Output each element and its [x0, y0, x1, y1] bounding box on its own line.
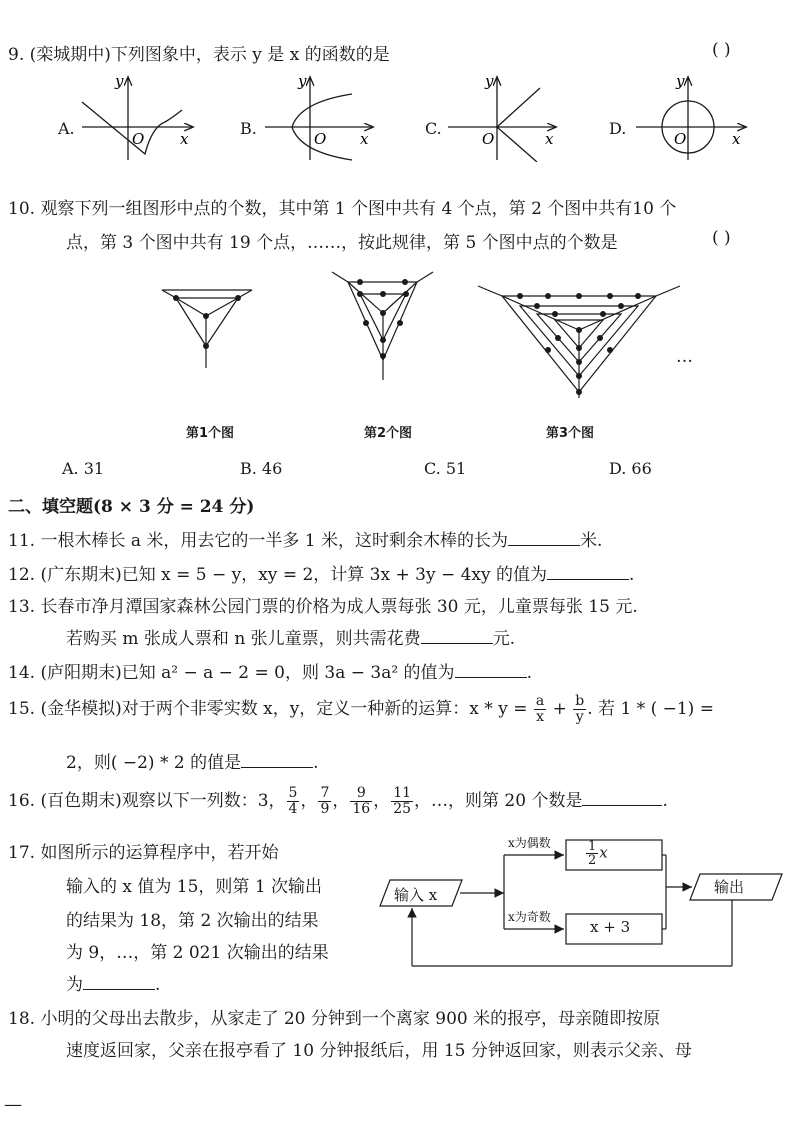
q16-frac-1: $\frac{5}{4}$: [288, 785, 298, 817]
q17-blank: [83, 975, 155, 990]
q10-figures: [0, 268, 794, 418]
section-title: 二、填空题(8 × 3 分 = 24 分): [8, 497, 255, 517]
q14-text: 14. (庐阳期末)已知 a² − a − 2 = 0，则 3a − 3a² 的值为: [8, 663, 455, 683]
q9-graphs: [0, 72, 794, 162]
graph-c-y: y: [485, 72, 494, 90]
graph-a-x: x: [180, 130, 189, 148]
q17-flowchart: [370, 830, 790, 980]
q9-option-b: B.: [240, 119, 257, 138]
q9-option-a: A.: [58, 119, 75, 138]
graph-a-o: O: [132, 130, 145, 148]
q11-blank: [508, 531, 580, 546]
q17-last: 为: [66, 975, 83, 995]
q13-blank: [421, 629, 493, 644]
q10-line1: 10. 观察下列一组图形中点的个数，其中第 1 个图中共有 4 个点，第 2 个图中共有10 个: [8, 199, 677, 219]
q13-tail: 元.: [492, 629, 516, 649]
q11-tail: 米.: [580, 531, 603, 551]
flow-output-label: 输出: [714, 878, 745, 896]
graph-d-o: O: [674, 130, 687, 148]
q14-blank: [455, 663, 527, 678]
graph-b-o: O: [314, 130, 327, 148]
q14-tail: .: [526, 663, 532, 683]
q15-text: 15. (金华模拟)对于两个非零实数 x，y，定义一种新的运算：x * y =: [8, 699, 528, 719]
q15-plus: +: [552, 699, 567, 719]
q18-line2: 速度返回家，父亲在报亭看了 10 分钟报纸后，用 15 分钟返回家，则表示父亲、母: [66, 1041, 692, 1061]
q10-line2: 点，第 3 个图中共有 19 个点，……，按此规律，第 5 个图中点的个数是: [66, 233, 618, 253]
q12-blank: [547, 565, 629, 580]
q16-frac-4: $\frac{11}{25}$: [393, 785, 412, 817]
q15-line2: [66, 748, 318, 773]
graph-c: [448, 78, 555, 162]
q11-text: 11. 一根木棒长 a 米，用去它的一半多 1 米，这时剩余木棒的长为: [8, 531, 509, 551]
q9-paren: ( ): [712, 40, 731, 60]
flow-plus3-expr: x + 3: [590, 918, 631, 936]
graph-b-x: x: [360, 130, 369, 148]
q15-line1: [8, 694, 714, 725]
graph-d: [636, 78, 745, 160]
q15-question: 2，则( −2) * 2 的值是: [66, 753, 242, 773]
q15-frac-a-x: $\frac{a}{x}$: [535, 693, 545, 725]
q16-tail: .: [662, 791, 668, 811]
q10-paren: ( ): [712, 228, 731, 248]
q12-tail: .: [629, 565, 635, 585]
q15-frac-b-y: $\frac{b}{y}$: [575, 693, 585, 725]
q10-caption-2: 第2个图: [364, 426, 413, 441]
q16-frac-2: $\frac{7}{9}$: [320, 785, 330, 817]
q10-option-d: D. 66: [609, 459, 652, 478]
graph-d-y: y: [676, 72, 685, 90]
q18-line1: 18. 小明的父母出去散步，从家走了 20 分钟到一个离家 900 米的报亭，母亲随即按原: [8, 1009, 661, 1029]
q9-option-d: D.: [609, 119, 627, 138]
graph-c-x: x: [545, 130, 554, 148]
q9-text: 9. (栾城期中)下列图象中，表示 y 是 x 的函数的是: [8, 45, 390, 65]
graph-d-x: x: [732, 130, 741, 148]
q16-text: 16. (百色期末)观察以下一列数：3，: [8, 791, 286, 811]
q12: [8, 560, 634, 585]
q17-tail: .: [155, 975, 161, 995]
flow-half-frac: $\frac{1}{2}$: [588, 839, 597, 868]
flow-half-box: [566, 840, 662, 870]
q16-frac-3: $\frac{9}{16}$: [352, 785, 371, 817]
q15-blank: [241, 753, 313, 768]
q10-option-b: B. 46: [240, 459, 283, 478]
q13-line1: 13. 长春市净月潭国家森林公园门票的价格为成人票每张 30 元，儿童票每张 15 元.: [8, 597, 638, 617]
graph-b-y: y: [298, 72, 307, 90]
q16: 16. (百色期末)观察以下一列数：3， $\frac{5}{4}$ ， $\frac{7}{9}$ ， $\frac{9}{16}$ ， $\frac{11}{25}$ ，…，则第 20 个数是 .: [8, 785, 668, 817]
q17-line5: [66, 970, 160, 995]
q10-option-a: A. 31: [62, 459, 105, 478]
q11: [8, 526, 602, 551]
q17-line4: 为 9，…，第 2 021 次输出的结果: [66, 943, 329, 963]
q14: [8, 658, 532, 683]
q17-line2: 输入的 x 值为 15，则第 1 次输出: [66, 877, 323, 897]
q16-mid: ，…，则第 20 个数是: [414, 791, 583, 811]
q17-line3: 的结果为 18，第 2 次输出的结果: [66, 911, 319, 931]
graph-c-o: O: [482, 130, 495, 148]
graph-a-y: y: [115, 72, 124, 90]
footer-mark: —: [4, 1094, 22, 1115]
q12-text: 12. (广东期末)已知 x = 5 − y，xy = 2，计算 3x + 3y − 4xy 的值为: [8, 565, 548, 585]
q16-blank: [582, 791, 662, 806]
q13-line2: [66, 624, 515, 649]
flow-input-label: 输入 x: [394, 886, 438, 904]
q10-caption-1: 第1个图: [186, 426, 235, 441]
q9-option-c: C.: [425, 119, 442, 138]
flow-even-label: x为偶数: [508, 836, 551, 850]
q10-option-c: C. 51: [424, 459, 467, 478]
q10-caption-3: 第3个图: [546, 426, 595, 441]
flow-odd-label: x为奇数: [508, 910, 551, 924]
q13-text: 若购买 m 张成人票和 n 张儿童票，则共需花费: [66, 629, 421, 649]
q17-line1: 17. 如图所示的运算程序中，若开始: [8, 843, 279, 863]
q15-tail: .: [313, 753, 319, 773]
q15-condition: . 若 1 * ( −1) =: [587, 699, 714, 719]
flow-half-expr: $\frac{1}{2}$ x: [588, 839, 608, 868]
q10-ellipsis: …: [676, 347, 693, 367]
